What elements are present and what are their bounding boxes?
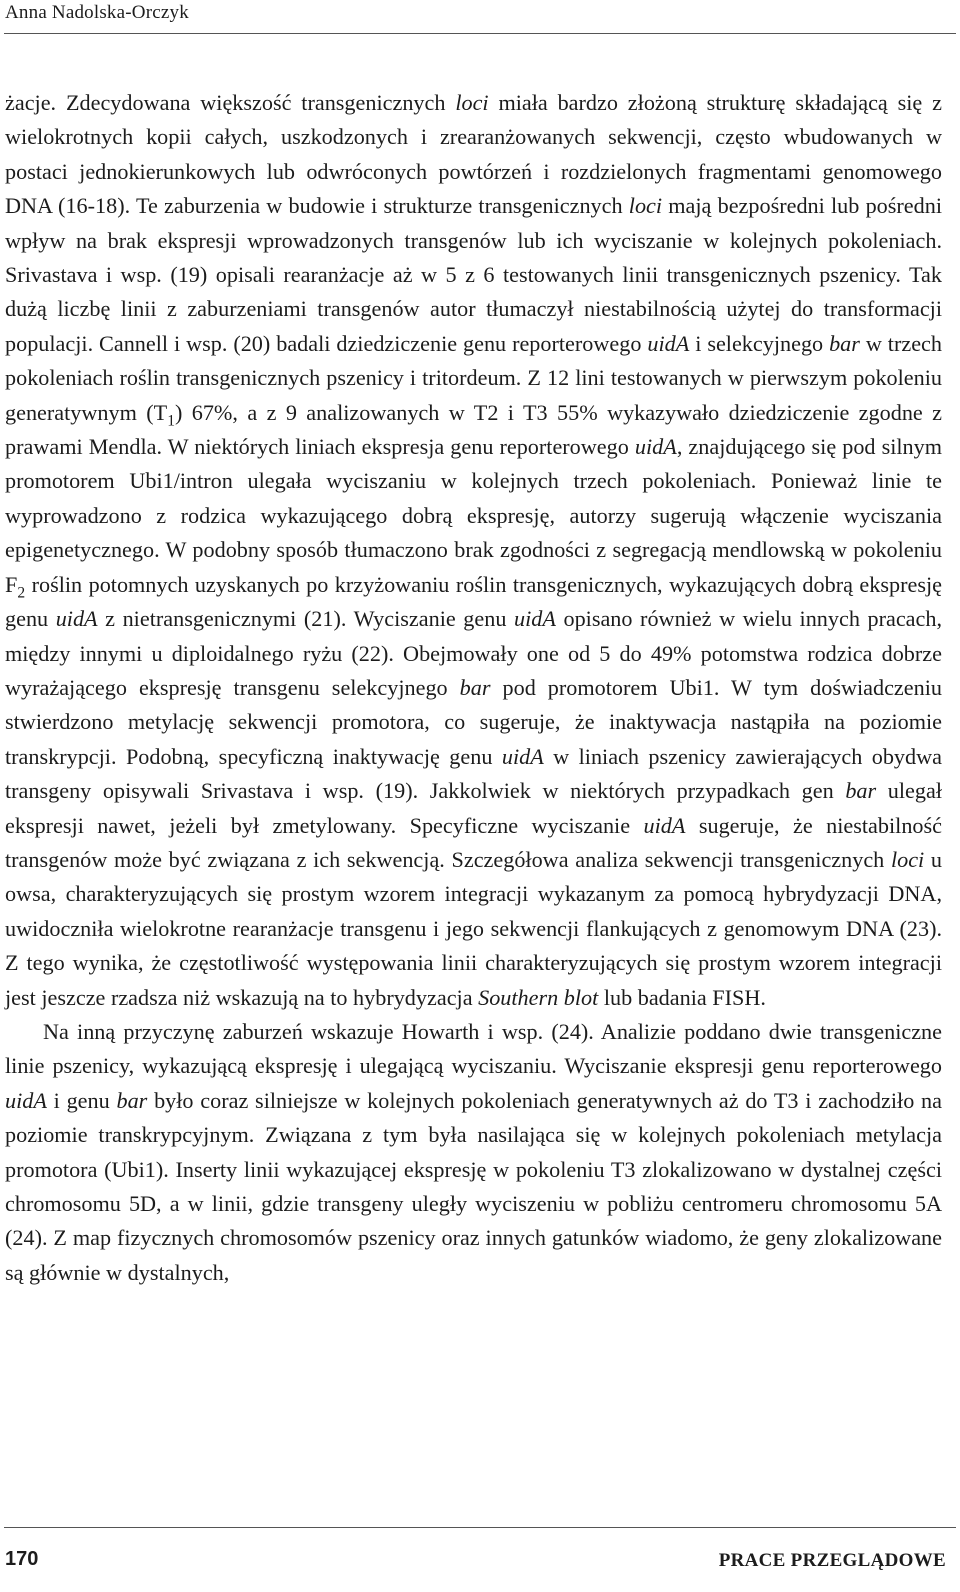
text-run: miała bardzo złożoną strukturę składającą się z wielokrotnych kopii całych, uszkodzonych i zrearanżowanych sekwencji, często wbudowanych w postaci jednokierunkowych lub odwróconych powtórzeń i rozdzielonych fragmentami genomowego DNA (16-18). Te zaburzenia w budowie i strukturze transgenicznych bbox=[5, 90, 942, 219]
text-run: w liniach pszenicy zawierających obydwa transgeny opisywali Srivastava i wsp. (19). Jakkolwiek w niektórych przypadkach gen bbox=[5, 743, 942, 804]
page-number: 170 bbox=[5, 1548, 39, 1570]
text-run: mają bezpośredni lub pośredni wpływ na brak ekspresji wprowadzonych transgenów lub ich wyciszanie w kolejnych pokoleniach. Srivastava i wsp. (19) opisali rearanżacje aż w 5 z 6 testowanych linii transgenicznych pszenicy. Tak dużą liczbę linii z zaburzeniami transgenów autor tłumaczył niestabilnością użytej do transformacji populacji. Cannell i wsp. (20) badali dziedziczenie genu reporterowego bbox=[5, 193, 942, 356]
text-run: w trzech pokoleniach roślin transgenicznych pszenicy i tritordeum. Z 12 lini testowanych w pierwszym pokoleniu generatywnym (T bbox=[5, 330, 942, 425]
italic-term: Southern blot bbox=[478, 984, 599, 1010]
subscript: 1 bbox=[167, 412, 175, 430]
subscript: 2 bbox=[17, 584, 26, 602]
text-run: Na inną przyczynę zaburzeń wskazuje Howarth i wsp. (24). Analizie poddano dwie transgeniczne linie pszenicy, wykazującą ekspresję i ulegającą wyciszaniu. Wyciszanie ekspresji genu reporterowego bbox=[5, 1018, 942, 1079]
journal-section-label: PRACE PRZEGLĄDOWE bbox=[718, 1550, 946, 1571]
italic-term: uidA bbox=[55, 606, 98, 632]
text-run: lub badania FISH. bbox=[598, 984, 766, 1010]
text-run: , znajdującego się pod silnym promotorem Ubi1/intron ulegała wyciszaniu w kolejnych trzech pokoleniach. Ponieważ linie te wyprowadzono z rodzica wykazującego dobrą ekspresję, autorzy sugerują włączenie wyciszania epigenetycznego. W podobny sposób tłumaczono brak zgodności z segregacją mendlowską w pokoleniu F bbox=[5, 434, 942, 597]
text-run: sugeruje, że niestabilność transgenów może być związana z ich sekwencją. Szczegółowa analiza sekwencji transgenicznych bbox=[5, 812, 942, 872]
italic-term: bar bbox=[829, 330, 860, 356]
text-run: i selekcyjnego bbox=[689, 330, 830, 356]
italic-term: bar bbox=[845, 778, 877, 804]
italic-term: loci bbox=[890, 846, 925, 872]
text-run: ulegał ekspresji nawet, jeżeli był zmetylowany. Specyficzne wyciszanie bbox=[5, 778, 942, 838]
text-run: roślin potomnych uzyskanych po krzyżowaniu roślin transgenicznych, wykazujących dobrą ekspresję genu bbox=[5, 571, 942, 632]
italic-term: loci bbox=[455, 90, 489, 115]
italic-term: uidA bbox=[514, 606, 556, 632]
text-run: pod promotorem Ubi1. W tym doświadczeniu stwierdzono metylację sekwencji promotora, co sugeruje, że inaktywacja nastąpiła na poziomie transkrypcji. Podobną, specyficzną inaktywację genu bbox=[5, 674, 942, 769]
italic-term: uidA bbox=[634, 434, 677, 460]
text-run: było coraz silniejsze w kolejnych pokoleniach generatywnych aż do T3 i zachodziło na poziomie transkrypcyjnym. Związana z tym była nasilająca się w kolejnych pokoleniach metylacja promotora (Ubi1). Inserty linii wykazującej ekspresję w pokoleniu T3 zlokalizowano w dystalnej części chromosomu 5D, a w linii, gdzie transgeny uległy wyciszeniu w pobliżu centromeru chromosomu 5A (24). Z map fizycznych chromosomów pszenicy oraz innych gatunków wiadomo, że geny zlokalizowane są głównie w dystalnych, bbox=[5, 1087, 942, 1285]
text-run: u owsa, charakteryzujących się prostym wzorem integracji wykazanym za pomocą hybrydyzacji DNA, uwidoczniła wielokrotne rearanżacje transgenu i jego sekwencji flankujących z genomowym DNA (23). Z tego wynika, że częstotliwość występowania linii charakteryzujących się prostym wzorem integracji jest jeszcze rzadsza niż wskazują na to hybrydyzacja bbox=[5, 846, 943, 1010]
italic-term: uidA bbox=[647, 330, 690, 356]
italic-term: uidA bbox=[501, 743, 544, 769]
italic-term: bar bbox=[116, 1087, 148, 1113]
text-run: opisano również w wielu innych pracach, między innymi u diploidalnego ryżu (22). Obejmowały one od 5 do 49% potomstwa rodzica dobrze wyrażającego ekspresję transgenu selekcyjnego bbox=[5, 606, 943, 700]
text-run: i genu bbox=[46, 1087, 117, 1113]
body-paragraph bbox=[5, 1015, 942, 1290]
italic-term: loci bbox=[628, 193, 663, 219]
italic-term: uidA bbox=[643, 812, 686, 838]
footer-divider bbox=[4, 1527, 956, 1528]
body-paragraph bbox=[5, 86, 942, 1015]
text-run: z nietransgenicznymi (21). Wyciszanie genu bbox=[97, 606, 514, 632]
running-header-author: Anna Nadolska-Orczyk bbox=[5, 2, 189, 23]
italic-term: bar bbox=[459, 674, 491, 700]
text-run: żacje. Zdecydowana większość transgenicznych bbox=[5, 90, 456, 115]
text-run: ) 67%, a z 9 analizowanych w T2 i T3 55% wykazywało dziedziczenie zgodne z prawami Mendla. W niektórych liniach ekspresja genu reporterowego bbox=[5, 399, 942, 460]
article-body bbox=[5, 86, 942, 1290]
italic-term: uidA bbox=[5, 1087, 47, 1113]
header-divider bbox=[4, 33, 956, 34]
